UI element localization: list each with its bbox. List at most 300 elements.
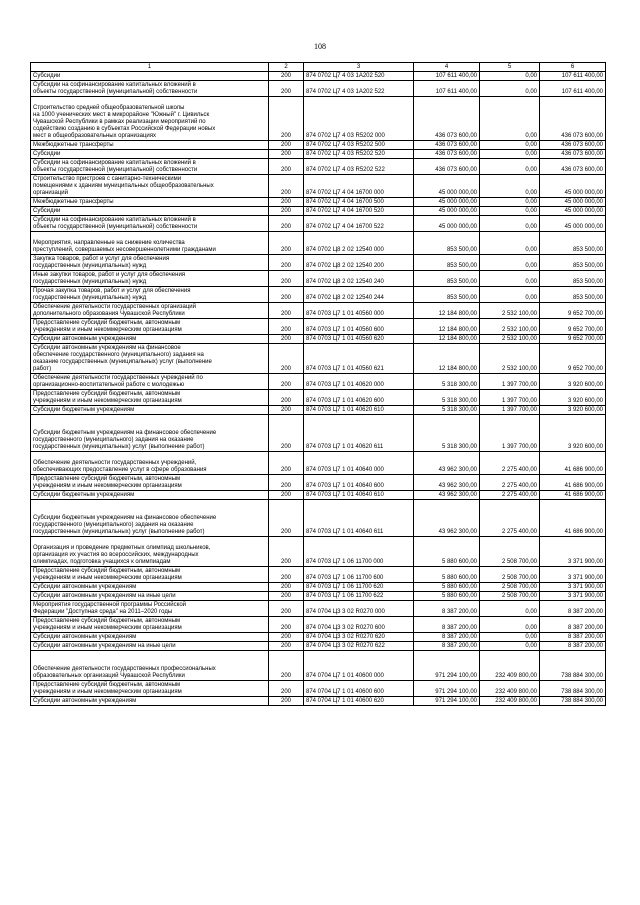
row-line-code: 200 <box>269 537 304 567</box>
row-amount-result: 41 686 900,00 <box>540 475 606 491</box>
row-amount-total: 8 387 200,00 <box>414 642 480 651</box>
row-amount-total: 43 962 300,00 <box>414 500 480 537</box>
row-budget-code: 874 0703 Ц7 1 01 40620 610 <box>304 406 414 415</box>
row-amount-total: 12 184 800,00 <box>414 335 480 344</box>
row-amount-change: 2 532 100,00 <box>480 335 540 344</box>
row-amount-change: 0,00 <box>480 198 540 207</box>
table-row <box>31 159 606 175</box>
row-amount-change: 0,00 <box>480 72 540 81</box>
row-budget-code: 874 0702 Ц8 2 02 12540 000 <box>304 232 414 255</box>
row-amount-change: 0,00 <box>480 81 540 97</box>
row-description <box>31 617 269 633</box>
row-budget-code: 874 0702 Ц7 4 04 16700 500 <box>304 198 414 207</box>
row-amount-total: 107 611 400,00 <box>414 72 480 81</box>
row-description-text: Субсидии бюджетным учреждениям <box>33 492 135 498</box>
row-line-code: 200 <box>269 390 304 406</box>
row-description-text: Субсидии автономным учреждениям на иные цели <box>33 643 176 649</box>
row-amount-result: 8 387 200,00 <box>540 617 606 633</box>
row-amount-result: 41 686 900,00 <box>540 491 606 500</box>
row-budget-code: 874 0703 Ц7 1 01 40640 600 <box>304 475 414 491</box>
row-amount-total: 43 962 300,00 <box>414 452 480 475</box>
row-description-text: Предоставление субсидий бюджетным, автономным учреждениям и иным некоммерческим организациям <box>33 618 182 631</box>
row-amount-change: 0,00 <box>480 97 540 141</box>
row-budget-code: 874 0704 Ц7 1 01 40600 620 <box>304 697 414 706</box>
row-amount-change: 2 275 400,00 <box>480 491 540 500</box>
table-row <box>31 601 606 617</box>
row-amount-change: 0,00 <box>480 141 540 150</box>
table-row <box>31 583 606 592</box>
row-budget-code: 874 0702 Ц7 4 03 R5202 500 <box>304 141 414 150</box>
row-amount-total: 853 500,00 <box>414 255 480 271</box>
row-description-text: Субсидии автономным учреждениям <box>33 336 137 342</box>
row-amount-result: 41 686 900,00 <box>540 500 606 537</box>
row-description-text: Предоставление субсидий бюджетным, автономным учреждениям и иным некоммерческим организациям <box>33 568 182 581</box>
row-line-code: 200 <box>269 452 304 475</box>
row-budget-code: 874 0703 Ц7 1 01 40620 611 <box>304 415 414 452</box>
row-description-text: Субсидии бюджетным учреждениям <box>33 407 135 413</box>
row-amount-total: 45 000 000,00 <box>414 216 480 232</box>
row-amount-result: 3 920 600,00 <box>540 390 606 406</box>
row-line-code: 200 <box>269 633 304 642</box>
row-description <box>31 97 269 141</box>
row-amount-result: 436 073 600,00 <box>540 97 606 141</box>
row-budget-code: 874 0703 Ц7 1 01 40620 000 <box>304 374 414 390</box>
page-number: 108 <box>314 42 326 51</box>
row-amount-result: 8 387 200,00 <box>540 601 606 617</box>
table-row <box>31 651 606 681</box>
row-amount-change: 0,00 <box>480 271 540 287</box>
table-row <box>31 592 606 601</box>
row-amount-result: 107 611 400,00 <box>540 72 606 81</box>
table-row <box>31 303 606 319</box>
row-line-code: 200 <box>269 303 304 319</box>
row-budget-code: 874 0703 Ц7 1 06 11700 620 <box>304 583 414 592</box>
row-description-text: Обеспечение деятельности государственных учреждений по организационно-воспитательной работе с молодежью <box>33 375 203 388</box>
row-description-text: Субсидии на софинансирование капитальных вложений в объекты государственной (муниципальной) собственности <box>33 82 198 95</box>
row-description <box>31 491 269 500</box>
row-amount-result: 3 920 600,00 <box>540 374 606 390</box>
row-budget-code: 874 0703 Ц7 1 01 40560 620 <box>304 335 414 344</box>
row-budget-code: 874 0704 Ц7 1 01 40600 600 <box>304 681 414 697</box>
row-description-text: Прочая закупка товаров, работ и услуг для обеспечения государственных (муниципальных) нужд <box>33 288 191 301</box>
row-amount-total: 107 611 400,00 <box>414 81 480 97</box>
row-amount-result: 738 884 300,00 <box>540 681 606 697</box>
row-description-text: Обеспечение деятельности государственных профессиональных образовательных организаций Чувашской Республики <box>33 666 216 679</box>
table-row <box>31 406 606 415</box>
row-amount-result: 853 500,00 <box>540 271 606 287</box>
row-description <box>31 592 269 601</box>
row-line-code: 200 <box>269 601 304 617</box>
row-amount-result: 9 652 700,00 <box>540 335 606 344</box>
row-amount-change: 2 532 100,00 <box>480 319 540 335</box>
row-description <box>31 255 269 271</box>
row-line-code: 200 <box>269 319 304 335</box>
row-description <box>31 198 269 207</box>
row-amount-total: 8 387 200,00 <box>414 633 480 642</box>
row-amount-result: 436 073 600,00 <box>540 159 606 175</box>
row-budget-code: 874 0703 Ц7 1 06 11700 600 <box>304 567 414 583</box>
row-amount-total: 436 073 600,00 <box>414 150 480 159</box>
row-amount-change: 232 409 800,00 <box>480 651 540 681</box>
header-cell: 1 <box>31 63 269 72</box>
row-amount-change: 0,00 <box>480 232 540 255</box>
row-description-text: Организация и проведение предметных олимпиад школьников, организация их участия во всероссийских, международных олимпиадах, подготовка учащихся к олимпиадам <box>33 545 211 565</box>
row-line-code: 200 <box>269 475 304 491</box>
table-row <box>31 475 606 491</box>
row-description-text: Субсидии бюджетным учреждениям на финансовое обеспечение государственного (муниципального) задания на оказание государственных (муниципальных) услуг (выполнение работ) <box>33 430 217 450</box>
row-amount-total: 971 294 100,00 <box>414 681 480 697</box>
row-amount-total: 436 073 600,00 <box>414 159 480 175</box>
row-amount-result: 9 652 700,00 <box>540 303 606 319</box>
row-description <box>31 537 269 567</box>
row-amount-change: 232 409 800,00 <box>480 697 540 706</box>
table-row <box>31 344 606 374</box>
row-amount-total: 12 184 800,00 <box>414 319 480 335</box>
row-budget-code: 874 0702 Ц8 2 02 12540 200 <box>304 255 414 271</box>
row-amount-change: 2 508 700,00 <box>480 567 540 583</box>
row-amount-result: 45 000 000,00 <box>540 175 606 198</box>
table-row <box>31 81 606 97</box>
row-amount-result: 45 000 000,00 <box>540 216 606 232</box>
row-budget-code: 874 0703 Ц7 1 01 40560 000 <box>304 303 414 319</box>
table-row <box>31 617 606 633</box>
row-description <box>31 681 269 697</box>
row-budget-code: 874 0702 Ц7 4 04 16700 522 <box>304 216 414 232</box>
table-row <box>31 207 606 216</box>
row-amount-result: 436 073 600,00 <box>540 150 606 159</box>
table-row <box>31 141 606 150</box>
row-line-code: 200 <box>269 97 304 141</box>
row-amount-total: 5 880 600,00 <box>414 567 480 583</box>
table-row <box>31 216 606 232</box>
row-description-text: Строительство средней общеобразовательной школы на 1000 ученических мест в микрорайоне "Южный" г. Цивильск Чувашской Республики в рамках реализации мероприятий по содействию созданию в субъектах Российской Федерации новых мест в общеобразовательных организациях <box>33 105 216 139</box>
row-amount-result: 3 920 600,00 <box>540 415 606 452</box>
header-cell: 3 <box>304 63 414 72</box>
row-budget-code: 874 0703 Ц7 1 01 40640 000 <box>304 452 414 475</box>
row-amount-total: 436 073 600,00 <box>414 141 480 150</box>
row-amount-result: 3 371 900,00 <box>540 592 606 601</box>
row-amount-total: 12 184 800,00 <box>414 344 480 374</box>
row-description <box>31 475 269 491</box>
row-budget-code: 874 0702 Ц7 4 03 1А202 520 <box>304 72 414 81</box>
row-budget-code: 874 0704 Ц7 1 01 40600 000 <box>304 651 414 681</box>
table-row <box>31 97 606 141</box>
row-budget-code: 874 0703 Ц7 1 06 11700 000 <box>304 537 414 567</box>
row-amount-total: 853 500,00 <box>414 232 480 255</box>
row-amount-change: 2 532 100,00 <box>480 303 540 319</box>
row-description <box>31 141 269 150</box>
row-amount-result: 9 652 700,00 <box>540 319 606 335</box>
table-row <box>31 72 606 81</box>
table-row <box>31 319 606 335</box>
row-description <box>31 697 269 706</box>
row-budget-code: 874 0703 Ц7 1 06 11700 622 <box>304 592 414 601</box>
row-description-text: Закупка товаров, работ и услуг для обеспечения государственных (муниципальных) нужд <box>33 256 170 269</box>
row-amount-change: 0,00 <box>480 216 540 232</box>
row-description-text: Субсидии на софинансирование капитальных вложений в объекты государственной (муниципальной) собственности <box>33 160 198 173</box>
row-amount-result: 436 073 600,00 <box>540 141 606 150</box>
header-cell: 6 <box>540 63 606 72</box>
row-line-code: 200 <box>269 681 304 697</box>
row-description-text: Субсидии автономным учреждениям на финансовое обеспечение государственного (муниципального) задания на оказание государственных (муниципальных) услуг (выполнение работ) <box>33 345 212 372</box>
row-amount-total: 12 184 800,00 <box>414 303 480 319</box>
row-amount-total: 5 318 300,00 <box>414 374 480 390</box>
table-row <box>31 255 606 271</box>
row-line-code: 200 <box>269 232 304 255</box>
row-budget-code: 874 0702 Ц7 4 03 R5202 000 <box>304 97 414 141</box>
row-description <box>31 601 269 617</box>
row-description-text: Субсидии <box>33 73 61 79</box>
row-budget-code: 874 0703 Ц7 1 01 40620 600 <box>304 390 414 406</box>
row-amount-result: 8 387 200,00 <box>540 642 606 651</box>
row-amount-result: 738 884 300,00 <box>540 697 606 706</box>
row-description <box>31 159 269 175</box>
row-description-text: Субсидии на софинансирование капитальных вложений в объекты государственной (муниципальной) собственности <box>33 217 198 230</box>
row-description <box>31 319 269 335</box>
row-amount-change: 0,00 <box>480 175 540 198</box>
row-amount-total: 5 880 600,00 <box>414 583 480 592</box>
row-description-text: Субсидии <box>33 151 61 157</box>
row-line-code: 200 <box>269 150 304 159</box>
row-amount-change: 232 409 800,00 <box>480 681 540 697</box>
row-description <box>31 500 269 537</box>
row-description-text: Предоставление субсидий бюджетным, автономным учреждениям и иным некоммерческим организациям <box>33 476 182 489</box>
row-line-code: 200 <box>269 216 304 232</box>
row-budget-code: 874 0702 Ц7 4 03 R5202 520 <box>304 150 414 159</box>
table-row <box>31 175 606 198</box>
row-budget-code: 874 0704 Ц3 3 02 R0270 000 <box>304 601 414 617</box>
row-description <box>31 651 269 681</box>
row-budget-code: 874 0702 Ц7 4 04 16700 000 <box>304 175 414 198</box>
row-description <box>31 415 269 452</box>
row-line-code: 200 <box>269 406 304 415</box>
row-amount-result: 41 686 900,00 <box>540 452 606 475</box>
table-row <box>31 390 606 406</box>
row-amount-change: 2 508 700,00 <box>480 537 540 567</box>
table-row <box>31 500 606 537</box>
row-budget-code: 874 0704 Ц3 3 02 R0270 622 <box>304 642 414 651</box>
row-amount-total: 853 500,00 <box>414 271 480 287</box>
row-line-code: 200 <box>269 491 304 500</box>
table-row <box>31 287 606 303</box>
row-amount-change: 0,00 <box>480 207 540 216</box>
row-description <box>31 642 269 651</box>
row-amount-change: 2 532 100,00 <box>480 344 540 374</box>
table-row <box>31 335 606 344</box>
row-description <box>31 232 269 255</box>
row-line-code: 200 <box>269 374 304 390</box>
row-description <box>31 271 269 287</box>
table-row <box>31 697 606 706</box>
row-amount-result: 3 371 900,00 <box>540 567 606 583</box>
table-row <box>31 415 606 452</box>
row-description-text: Субсидии автономным учреждениям <box>33 698 137 704</box>
row-amount-change: 2 508 700,00 <box>480 583 540 592</box>
row-description-text: Субсидии бюджетным учреждениям на финансовое обеспечение государственного (муниципального) задания на оказание государственных (муниципальных) услуг (выполнение работ) <box>33 515 217 535</box>
row-amount-total: 436 073 600,00 <box>414 97 480 141</box>
row-amount-change: 0,00 <box>480 150 540 159</box>
row-budget-code: 874 0702 Ц7 4 03 1А202 522 <box>304 81 414 97</box>
row-budget-code: 874 0704 Ц3 3 02 R0270 600 <box>304 617 414 633</box>
row-line-code: 200 <box>269 271 304 287</box>
header-cell: 2 <box>269 63 304 72</box>
row-amount-total: 5 880 600,00 <box>414 592 480 601</box>
table-row <box>31 567 606 583</box>
row-amount-total: 43 962 300,00 <box>414 491 480 500</box>
row-line-code: 200 <box>269 335 304 344</box>
row-amount-result: 3 920 600,00 <box>540 406 606 415</box>
row-budget-code: 874 0702 Ц8 2 02 12540 240 <box>304 271 414 287</box>
row-description <box>31 583 269 592</box>
row-amount-total: 971 294 100,00 <box>414 651 480 681</box>
row-amount-total: 5 318 300,00 <box>414 406 480 415</box>
row-description <box>31 344 269 374</box>
row-budget-code: 874 0703 Ц7 1 01 40640 610 <box>304 491 414 500</box>
row-description <box>31 567 269 583</box>
row-description <box>31 287 269 303</box>
row-amount-total: 45 000 000,00 <box>414 175 480 198</box>
row-amount-result: 9 652 700,00 <box>540 344 606 374</box>
budget-table <box>30 62 606 706</box>
row-amount-total: 5 318 300,00 <box>414 415 480 452</box>
row-description <box>31 150 269 159</box>
row-amount-total: 45 000 000,00 <box>414 207 480 216</box>
row-line-code: 200 <box>269 72 304 81</box>
table-row <box>31 491 606 500</box>
row-description <box>31 374 269 390</box>
row-description <box>31 175 269 198</box>
row-amount-change: 1 397 700,00 <box>480 374 540 390</box>
row-amount-change: 0,00 <box>480 633 540 642</box>
row-amount-change: 0,00 <box>480 287 540 303</box>
row-budget-code: 874 0702 Ц7 4 03 R5202 522 <box>304 159 414 175</box>
row-line-code: 200 <box>269 500 304 537</box>
row-amount-result: 45 000 000,00 <box>540 198 606 207</box>
table-row <box>31 681 606 697</box>
row-line-code: 200 <box>269 175 304 198</box>
row-description-text: Межбюджетные трансферты <box>33 199 114 205</box>
header-cell: 4 <box>414 63 480 72</box>
row-line-code: 200 <box>269 141 304 150</box>
row-description <box>31 81 269 97</box>
row-line-code: 200 <box>269 207 304 216</box>
table-row <box>31 452 606 475</box>
row-line-code: 200 <box>269 415 304 452</box>
row-amount-total: 971 294 100,00 <box>414 697 480 706</box>
row-amount-change: 2 275 400,00 <box>480 475 540 491</box>
row-line-code: 200 <box>269 567 304 583</box>
row-description <box>31 72 269 81</box>
table-row <box>31 232 606 255</box>
row-amount-result: 853 500,00 <box>540 232 606 255</box>
row-description-text: Субсидии автономным учреждениям <box>33 584 137 590</box>
row-amount-total: 853 500,00 <box>414 287 480 303</box>
row-amount-total: 8 387 200,00 <box>414 617 480 633</box>
row-description-text: Мероприятия государственной программы Российской Федерации "Доступная среда" на 2011–2020 годы <box>33 602 187 615</box>
row-description-text: Мероприятия, направленные на снижение количества преступлений, совершаемых несовершеннолетними гражданами <box>33 240 216 253</box>
row-description <box>31 303 269 319</box>
row-amount-change: 0,00 <box>480 642 540 651</box>
row-budget-code: 874 0702 Ц7 4 04 16700 520 <box>304 207 414 216</box>
row-amount-result: 8 387 200,00 <box>540 633 606 642</box>
row-description <box>31 452 269 475</box>
table-row <box>31 150 606 159</box>
table-row <box>31 642 606 651</box>
row-amount-change: 0,00 <box>480 159 540 175</box>
row-amount-total: 8 387 200,00 <box>414 601 480 617</box>
row-amount-change: 2 275 400,00 <box>480 452 540 475</box>
table-row <box>31 537 606 567</box>
table-row <box>31 374 606 390</box>
row-description-text: Обеспечение деятельности государственных организаций дополнительного образования Чувашской Республики <box>33 304 196 317</box>
row-line-code: 200 <box>269 81 304 97</box>
row-amount-change: 1 397 700,00 <box>480 390 540 406</box>
row-line-code: 200 <box>269 255 304 271</box>
row-description-text: Межбюджетные трансферты <box>33 142 114 148</box>
row-description-text: Обеспечение деятельности государственных учреждений, обеспечивающих предоставление услуг в сфере образования <box>33 460 207 473</box>
row-amount-change: 2 275 400,00 <box>480 500 540 537</box>
row-amount-result: 3 371 900,00 <box>540 537 606 567</box>
row-amount-total: 5 318 300,00 <box>414 390 480 406</box>
row-description-text: Предоставление субсидий бюджетным, автономным учреждениям и иным некоммерческим организациям <box>33 391 182 404</box>
row-description-text: Строительство пристроев с санитарно-техническими помещениями к зданиям муниципальных общеобразовательных организаций <box>33 176 214 196</box>
row-amount-total: 5 880 600,00 <box>414 537 480 567</box>
row-description <box>31 633 269 642</box>
table-row <box>31 198 606 207</box>
row-line-code: 200 <box>269 592 304 601</box>
header-cell: 5 <box>480 63 540 72</box>
row-amount-change: 0,00 <box>480 601 540 617</box>
row-amount-result: 738 884 300,00 <box>540 651 606 681</box>
row-description <box>31 390 269 406</box>
table-row <box>31 271 606 287</box>
row-description-text: Субсидии автономным учреждениям <box>33 634 137 640</box>
row-amount-total: 43 962 300,00 <box>414 475 480 491</box>
row-amount-change: 1 397 700,00 <box>480 406 540 415</box>
row-description-text: Иные закупки товаров, работ и услуг для обеспечения государственных (муниципальных) нужд <box>33 272 186 285</box>
row-amount-change: 0,00 <box>480 617 540 633</box>
row-line-code: 200 <box>269 617 304 633</box>
row-description <box>31 406 269 415</box>
row-line-code: 200 <box>269 651 304 681</box>
row-amount-result: 3 371 900,00 <box>540 583 606 592</box>
row-budget-code: 874 0702 Ц8 2 02 12540 244 <box>304 287 414 303</box>
row-line-code: 200 <box>269 159 304 175</box>
row-line-code: 200 <box>269 642 304 651</box>
row-amount-change: 2 508 700,00 <box>480 592 540 601</box>
row-description <box>31 335 269 344</box>
row-description-text: Предоставление субсидий бюджетным, автономным учреждениям и иным некоммерческим организациям <box>33 320 182 333</box>
row-description <box>31 207 269 216</box>
row-line-code: 200 <box>269 697 304 706</box>
table-row <box>31 633 606 642</box>
row-budget-code: 874 0704 Ц3 3 02 R0270 620 <box>304 633 414 642</box>
row-description <box>31 216 269 232</box>
row-amount-result: 107 611 400,00 <box>540 81 606 97</box>
row-amount-change: 0,00 <box>480 255 540 271</box>
row-line-code: 200 <box>269 344 304 374</box>
row-amount-result: 45 000 000,00 <box>540 207 606 216</box>
row-budget-code: 874 0703 Ц7 1 01 40560 600 <box>304 319 414 335</box>
row-line-code: 200 <box>269 583 304 592</box>
row-budget-code: 874 0703 Ц7 1 01 40640 611 <box>304 500 414 537</box>
row-description-text: Предоставление субсидий бюджетным, автономным учреждениям и иным некоммерческим организациям <box>33 682 182 695</box>
row-amount-change: 1 397 700,00 <box>480 415 540 452</box>
row-description-text: Субсидии автономным учреждениям на иные цели <box>33 593 176 599</box>
row-line-code: 200 <box>269 198 304 207</box>
row-amount-result: 853 500,00 <box>540 255 606 271</box>
row-amount-result: 853 500,00 <box>540 287 606 303</box>
